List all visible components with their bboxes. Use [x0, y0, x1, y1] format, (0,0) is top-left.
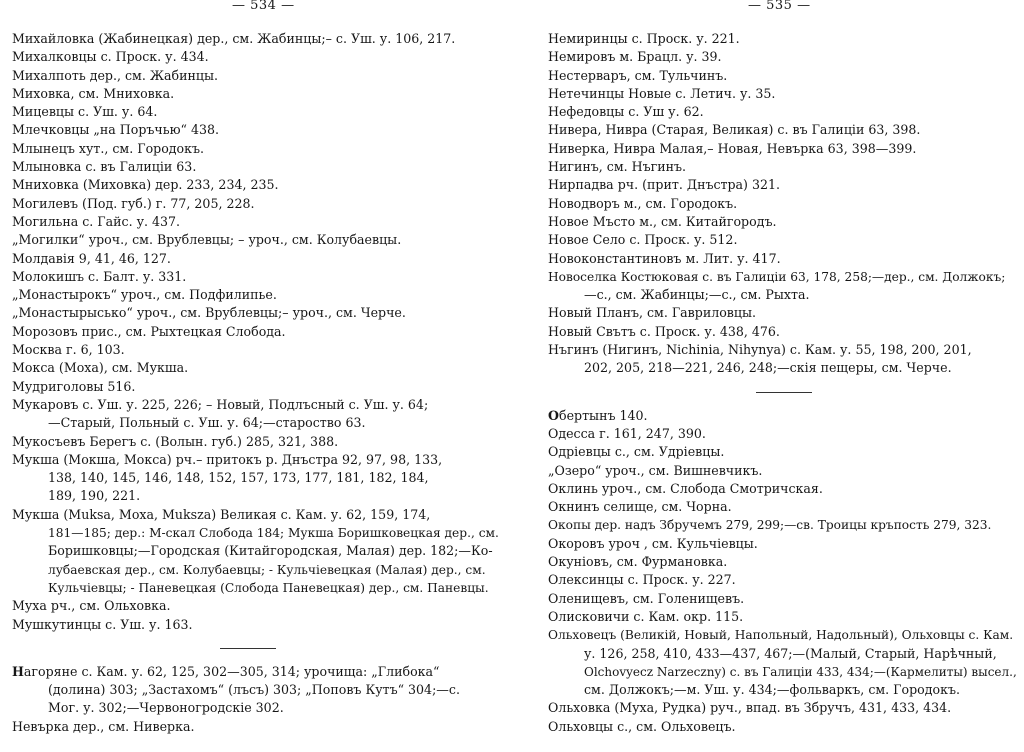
entry-nagoryane	[12, 663, 506, 718]
index-entry: Мукаровъ с. Уш. у. 225, 226; – Новый, Подлъсный с. Уш. у. 64;	[12, 396, 429, 412]
index-entry-continuation: 138, 140, 145, 146, 148, 152, 157, 173, 177, 181, 182, 184,	[48, 470, 429, 486]
index-entry-continuation: у. 126, 258, 410, 433—437, 467;—(Малый, Старый, Нарѣчный,	[584, 645, 997, 661]
index-entry: Могилевъ (Под. губ.) г. 77, 205, 228.	[12, 195, 255, 211]
index-entry: Миховка, см. Мниховка.	[12, 85, 175, 101]
index-entry: Мукша (Muksa, Моха, Muksza) Великая с. Кам. у. 62, 159, 174,	[12, 506, 431, 522]
index-entry: Олисковичи с. Кам. окр. 115.	[548, 608, 744, 624]
index-column	[12, 30, 506, 736]
index-entry-continuation: 189, 190, 221.	[48, 488, 141, 504]
index-entry-continuation: см. Должокъ;—м. Уш. у. 434;—фольваркъ, см. Городокъ.	[584, 682, 960, 698]
index-entry-continuation: —с., см. Жабинцы;—с., см. Рыхта.	[584, 287, 810, 303]
entry-group	[12, 30, 506, 396]
entry-olhovets	[548, 626, 1018, 699]
index-entry: Немиринцы с. Проск. у. 221.	[548, 31, 740, 46]
index-entry-continuation: лубаевская дер., см. Колубаевцы; - Кульчiевецкая (Малая) дер., см.	[48, 562, 486, 577]
index-entry: Михайловка (Жабинецкая) дер., см. Жабинцы;– с. Уш. у. 106, 217.	[12, 31, 456, 46]
index-entry: Окунiовъ, см. Фурмановка.	[548, 554, 728, 570]
index-entry: „Монастырокъ“ уроч., см. Подфилипье.	[12, 287, 277, 303]
index-entry: Млыновка с. въ Галицiи 63.	[12, 159, 197, 175]
index-entry-continuation: 181—185; дер.: М-скал Слобода 184; Мукша Боришковецкая дер., см.	[48, 526, 499, 541]
index-entry-continuation: Боришковцы;—Городская (Китайгородская, Малая) дер. 182;—Ко-	[48, 543, 493, 559]
right-page	[512, 0, 1024, 752]
index-entry: „Монастырысько“ уроч., см. Врублевцы;– уроч., см. Черче.	[12, 305, 406, 321]
index-entry: Муха рч., см. Ольховка.	[12, 598, 171, 614]
index-entry: Нигинъ, см. Нъгинъ.	[548, 159, 687, 175]
index-entry: „Озеро“ уроч., см. Вишневчикъ.	[548, 462, 763, 478]
entry-muksha-river	[12, 451, 506, 506]
index-entry: Нетечинцы Новые с. Летич. у. 35.	[548, 85, 776, 101]
page-number: — 535 —	[748, 0, 811, 13]
index-entry-continuation: (долина) 303; „Застахомъ“ (лъсъ) 303; „Поповъ Кутъ“ 304;—с.	[48, 682, 460, 698]
index-entry: Молдавiя 9, 41, 46, 127.	[12, 250, 171, 266]
index-entry: Могильна с. Гайс. у. 437.	[12, 213, 181, 229]
index-entry: Новое Мъсто м., см. Китайгородъ.	[548, 213, 777, 229]
index-entry: Оленищевъ, см. Голенищевъ.	[548, 590, 745, 606]
index-entry: Ниверка, Нивра Малая,– Новая, Невърка 63, 398—399.	[548, 140, 917, 156]
index-entry: Мицевцы с. Уш. у. 64.	[12, 104, 158, 120]
index-entry: Невърка дер., см. Ниверка.	[12, 718, 195, 734]
entry-group	[548, 407, 1018, 627]
index-entry: Нъгинъ (Нигинъ, Nichinia, Nihynya) с. Кам. у. 55, 198, 200, 201,	[548, 342, 972, 358]
index-entry: Одесса г. 161, 247, 390.	[548, 425, 706, 441]
index-entry: Ольховецъ (Великiй, Новый, Напольный, Надольный), Ольховцы с. Кам.	[548, 628, 1014, 643]
index-entry: Нестерваръ, см. Тульчинъ.	[548, 67, 728, 83]
index-entry: Новоселка Костюковая с. въ Галицiи 63, 178, 258;—дер., см. Должокъ;	[548, 269, 1006, 284]
index-entry: Обертынъ 140.	[548, 407, 648, 423]
index-entry: Оклинь уроч., см. Слобода Смотричская.	[548, 480, 823, 496]
index-entry: Мушкутинцы с. Уш. у. 163.	[12, 616, 193, 632]
index-entry: Мокса (Моха), см. Мукша.	[12, 360, 189, 376]
index-entry: Москва г. 6, 103.	[12, 342, 125, 358]
index-entry: Нагоряне с. Кам. у. 62, 125, 302—305, 314; урочища: „Глибока“	[12, 663, 440, 679]
index-entry: Окнинъ селище, см. Чорна.	[548, 499, 732, 515]
index-entry: Мниховка (Миховка) дер. 233, 234, 235.	[12, 177, 279, 193]
index-column	[548, 30, 1018, 736]
index-entry-continuation: —Старый, Польный с. Уш. у. 64;—староство 63.	[48, 415, 366, 431]
index-entry: Ольховка (Муха, Рудка) руч., впад. въ Збручъ, 431, 433, 434.	[548, 700, 952, 716]
index-entry: Нивера, Нивра (Старая, Великая) с. въ Галицiи 63, 398.	[548, 122, 921, 138]
index-entry-continuation: 202, 205, 218—221, 246, 248;—скiя пещеры, см. Черче.	[584, 360, 952, 376]
index-entry: Олексинцы с. Проск. у. 227.	[548, 572, 736, 588]
index-entry: Одрiевцы с., см. Удрiевцы.	[548, 444, 725, 460]
index-entry: Нефедовцы с. Уш у. 62.	[548, 104, 704, 120]
index-entry: Окоровъ уроч , см. Кульчiевцы.	[548, 535, 758, 551]
entry-group	[548, 30, 1018, 268]
index-entry: Мукосъевъ Берегъ с. (Волын. губ.) 285, 321, 388.	[12, 433, 339, 449]
index-entry: Немировъ м. Брацл. у. 39.	[548, 49, 722, 65]
index-entry: Нирпадва рч. (прит. Днъстра) 321.	[548, 177, 781, 193]
index-entry: Ольховцы с., см. Ольховецъ.	[548, 718, 736, 734]
index-entry-continuation: Olchovyecz Narzeczny) с. въ Галицiи 433, 434;—(Кармелиты) высел.,	[584, 664, 1017, 679]
index-entry: Новое Село с. Проск. у. 512.	[548, 232, 738, 248]
index-entry: Млечковцы „на Поръчью“ 438.	[12, 122, 220, 138]
entry-muksha-village	[12, 506, 506, 597]
index-entry: Мудриголовы 516.	[12, 378, 136, 394]
index-entry: Михалковцы с. Проск. у. 434.	[12, 49, 209, 65]
index-entry: Млынецъ хут., см. Городокъ.	[12, 140, 205, 156]
index-entry: Окопы дер. надъ Збручемъ 279, 299;—св. Троицы кръпость 279, 323.	[548, 518, 992, 533]
entry-novoselka	[548, 268, 1018, 305]
index-entry-continuation: Мог. у. 302;—Червоногродскiе 302.	[48, 700, 284, 716]
entry-negin	[548, 341, 1018, 378]
index-entry: Новодворъ м., см. Городокъ.	[548, 195, 738, 211]
index-entry: Михалпоть дер., см. Жабинцы.	[12, 67, 218, 83]
index-entry: Морозовъ прис., см. Рыхтецкая Слобода.	[12, 323, 286, 339]
index-entry: Молокишъ с. Балт. у. 331.	[12, 268, 187, 284]
index-entry: Новый Планъ, см. Гавриловцы.	[548, 305, 757, 321]
index-entry: Мукша (Мокша, Мокса) рч.– притокъ р. Днъстра 92, 97, 98, 133,	[12, 451, 443, 467]
page-number: — 534 —	[232, 0, 295, 13]
entry-mukarov	[12, 396, 506, 433]
index-entry: „Могилки“ уроч., см. Врублевцы; – уроч., см. Колубаевцы.	[12, 232, 402, 248]
index-entry: Новоконстантиновъ м. Лит. у. 417.	[548, 250, 781, 266]
index-entry-continuation: Кульчiевцы; - Паневецкая (Слобода Паневецкая) дер., см. Паневцы.	[48, 580, 489, 595]
index-entry: Новый Свътъ с. Проск. у. 438, 476.	[548, 323, 780, 339]
